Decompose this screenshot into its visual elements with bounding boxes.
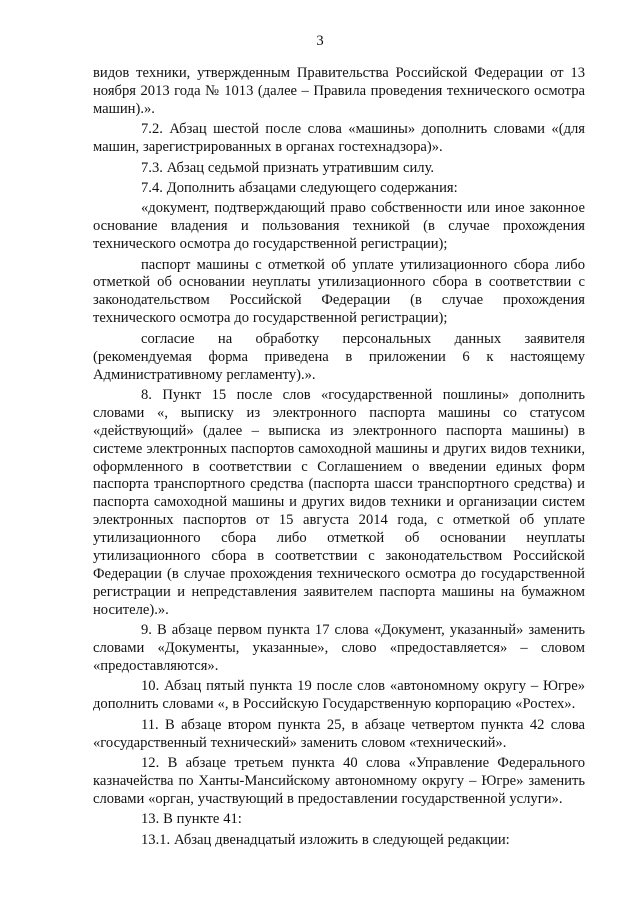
paragraph: согласие на обработку персональных данных заявителя (рекомендуемая форма приведена в приложении 6 к настоящему Административному регламенту).». — [93, 330, 585, 383]
paragraph: 13. В пункте 41: — [141, 811, 242, 828]
paragraph: 7.3. Абзац седьмой признать утратившим силу. — [141, 159, 435, 176]
paragraph: 7.2. Абзац шестой после слова «машины» дополнить словами «(для машин, зарегистрированных в органах гостехнадзора)». — [93, 121, 585, 156]
paragraph: 8. Пункт 15 после слов «государственной пошлины» дополнить словами «, выписку из электронного паспорта машины со статусом «действующий» (далее – выписка из электронного паспорта машины) в системе электронных паспортов самоходной машины и других видов техники, оформленного в соответствии с Соглашением о введении единых форм паспорта транспортного средства (паспорта шасси транспортного средства) и паспорта самоходной машины и других видов техники и организации систем электронных паспортов от 15 августа 2014 года, с отметкой об уплате утилизационного сбора либо отметкой об основании неуплаты утилизационного сбора в соответствии с законодательством Российской Федерации (в случае прохождения технического осмотра до государственной регистрации и непредставления заявителем паспорта машины на бумажном носителе).». — [93, 386, 585, 618]
paragraph: видов техники, утвержденным Правительства Российской Федерации от 13 ноября 2013 года № 1013 (далее – Правила проведения технического осмотра машин).». — [93, 65, 585, 117]
paragraph: 9. В абзаце первом пункта 17 слова «Документ, указанный» заменить словами «Документы, указанные», слово «предоставляется» – словом «предоставляются». — [93, 622, 585, 674]
paragraph: 10. Абзац пятый пункта 19 после слов «автономному округу – Югре» дополнить словами «, в Российскую Государственную корпорацию «Ростех». — [93, 678, 585, 713]
paragraph: 13.1. Абзац двенадцатый изложить в следующей редакции: — [141, 831, 510, 848]
document-body — [93, 65, 585, 852]
page-number: 3 — [316, 33, 324, 49]
paragraph: 7.4. Дополнить абзацами следующего содержания: — [141, 179, 458, 196]
paragraph: паспорт машины с отметкой об уплате утилизационного сбора либо отметкой об основании неуплаты утилизационного сбора в соответствии с законодательством Российской Федерации (в случае прохождения технического осмотра до государственной регистрации); — [93, 256, 585, 327]
paragraph: «документ, подтверждающий право собственности или иное законное основание владения и пользования техникой (в случае прохождения технического осмотра до государственной регистрации); — [93, 200, 585, 253]
paragraph: 12. В абзаце третьем пункта 40 слова «Управление Федерального казначейства по Ханты-Мансийскому автономному округу – Югре» заменить словами «орган, участвующий в предоставлении государственной услуги». — [93, 755, 585, 807]
paragraph: 11. В абзаце втором пункта 25, в абзаце четвертом пункта 42 слова «государственный технический» заменить словом «технический». — [93, 716, 585, 751]
